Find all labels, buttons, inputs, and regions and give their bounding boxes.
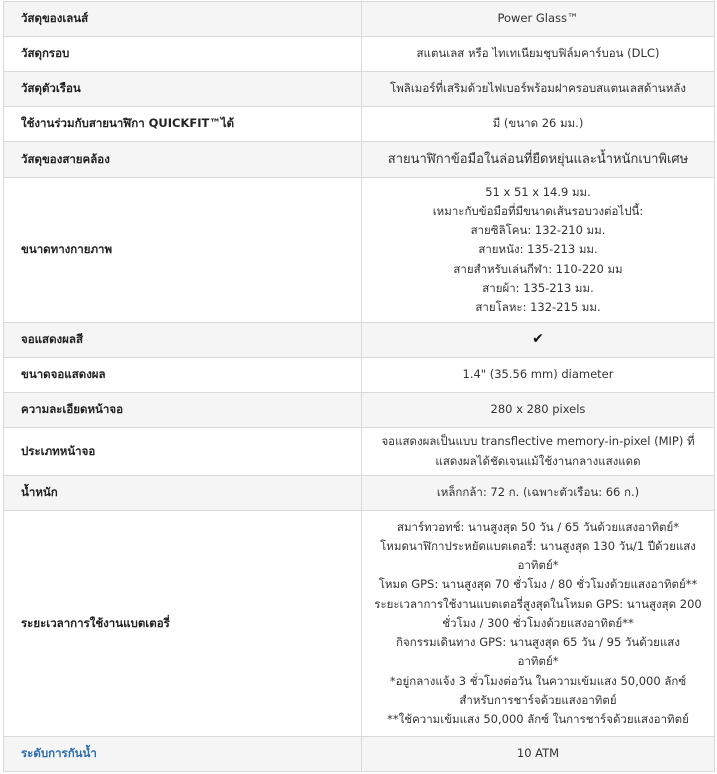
spec-value-line: สายสำหรับเล่นกีฬา: 110-220 มม xyxy=(453,261,623,276)
spec-value-line: แสดงผลได้ชัดเจนแม้ใช้งานกลางแสงแดด xyxy=(435,453,641,468)
spec-row-resolution xyxy=(4,393,715,428)
spec-label: จอแสดงผลสี xyxy=(4,323,362,358)
spec-value xyxy=(362,142,715,178)
spec-row-physical-size xyxy=(4,178,715,323)
spec-label: วัสดุของเลนส์ xyxy=(4,2,362,37)
spec-value-line: กิจกรรมเดินทาง GPS: นานสูงสุด 65 วัน / 95 วันด้วยแสง xyxy=(396,635,680,650)
spec-value-line: สายผ้า: 135-213 มม. xyxy=(482,280,594,295)
spec-value-line: Power Glass™ xyxy=(497,11,579,26)
spec-label: น้ำหนัก xyxy=(4,476,362,511)
spec-value-line: เหล็กกล้า: 72 ก. (เฉพาะตัวเรือน: 66 ก.) xyxy=(436,485,640,500)
spec-value-line: อาทิตย์* xyxy=(517,654,559,669)
spec-value-line: ชั่วโมง / 300 ชั่วโมงด้วยแสงอาทิตย์** xyxy=(442,615,634,630)
spec-value-line: ระยะเวลาการใช้งานแบตเตอรี่สูงสุดในโหมด GPS: นานสูงสุด 200 xyxy=(374,596,702,611)
spec-label: ความละเอียดหน้าจอ xyxy=(4,393,362,428)
spec-label: วัสดุของสายคล้อง xyxy=(4,142,362,178)
spec-value xyxy=(362,107,715,142)
spec-label: ระยะเวลาการใช้งานแบตเตอรี่ xyxy=(4,511,362,737)
spec-label: ขนาดทางกายภาพ xyxy=(4,178,362,323)
spec-value-line: สำหรับการชาร์จด้วยแสงอาทิตย์ xyxy=(459,692,617,707)
spec-value-line: สายโลหะ: 132-215 มม. xyxy=(475,300,601,314)
spec-row-color-display xyxy=(4,323,715,358)
spec-row-quickfit xyxy=(4,107,715,142)
spec-value-line: สแตนเลส หรือ ไทเทเนียมชุบฟิล์มคาร์บอน (DLC) xyxy=(416,46,660,61)
spec-value-line: 280 x 280 pixels xyxy=(490,402,586,417)
spec-value-line: 1.4" (35.56 mm) diameter xyxy=(462,367,614,382)
spec-value-line: 51 x 51 x 14.9 มม. xyxy=(485,184,591,199)
spec-value xyxy=(362,37,715,72)
spec-value xyxy=(362,2,715,37)
spec-row-strap-material xyxy=(4,142,715,178)
spec-value xyxy=(362,323,715,358)
spec-value-line: เหมาะกับข้อมือที่มีขนาดเส้นรอบวงต่อไปนี้: xyxy=(432,203,644,218)
spec-label: ประเภทหน้าจอ xyxy=(4,428,362,476)
spec-value-line: สายนาฬิกาข้อมือในล่อนที่ยืดหยุ่นและน้ำหนักเบาพิเศษ xyxy=(387,151,689,167)
spec-value-line: 10 ATM xyxy=(516,746,560,761)
spec-value xyxy=(362,511,715,737)
spec-value xyxy=(362,476,715,511)
spec-value-line: สายหนัง: 135-213 มม. xyxy=(478,242,598,257)
spec-label: ขนาดจอแสดงผล xyxy=(4,358,362,393)
spec-value xyxy=(362,393,715,428)
spec-value-line: โหมด GPS: นานสูงสุด 70 ชั่วโมง / 80 ชั่วโมงด้วยแสงอาทิตย์** xyxy=(378,577,698,592)
spec-row-case-material xyxy=(4,72,715,107)
checkmark-icon: ✔ xyxy=(532,331,544,348)
spec-value-line: **ใช้ความเข้มแสง 50,000 ลักซ์ ในการชาร์จด้วยแสงอาทิตย์ xyxy=(387,711,689,726)
spec-value-line: อาทิตย์* xyxy=(517,558,559,573)
spec-row-bezel-material xyxy=(4,37,715,72)
spec-label: ใช้งานร่วมกับสายนาฬิกา QUICKFIT™ได้ xyxy=(4,107,362,142)
spec-value-line: โพลิเมอร์ที่เสริมด้วยไฟเบอร์พร้อมฝาครอบสแตนเลสด้านหลัง xyxy=(390,81,686,96)
spec-table xyxy=(3,1,715,772)
spec-value xyxy=(362,737,715,772)
spec-row-lens-material xyxy=(4,2,715,37)
spec-row-weight xyxy=(4,476,715,511)
spec-value-line: สายซิลิโคน: 132-210 มม. xyxy=(470,223,606,238)
spec-value-line: *อยู่กลางแจ้ง 3 ชั่วโมงต่อวัน ในความเข้มแสง 50,000 ลักซ์ xyxy=(389,673,687,688)
spec-value xyxy=(362,428,715,476)
spec-value xyxy=(362,178,715,323)
spec-value xyxy=(362,358,715,393)
spec-value-line: มี (ขนาด 26 มม.) xyxy=(492,116,584,131)
spec-value-line: สมาร์ทวอทช์: นานสูงสุด 50 วัน / 65 วันด้วยแสงอาทิตย์* xyxy=(396,519,680,534)
spec-label: วัสดุกรอบ xyxy=(4,37,362,72)
spec-value-line: จอแสดงผลเป็นแบบ transflective memory-in-pixel (MIP) ที่ xyxy=(381,434,695,449)
spec-label-link[interactable]: ระดับการกันน้ำ xyxy=(4,737,362,772)
spec-row-display-type xyxy=(4,428,715,476)
spec-row-water-rating xyxy=(4,737,715,772)
spec-row-battery-life xyxy=(4,511,715,737)
spec-value xyxy=(362,72,715,107)
spec-label: วัสดุตัวเรือน xyxy=(4,72,362,107)
spec-value-line: โหมดนาฬิกาประหยัดแบตเตอรี่: นานสูงสุด 130 วัน/1 ปีด้วยแสง xyxy=(380,539,696,554)
spec-row-display-size xyxy=(4,358,715,393)
